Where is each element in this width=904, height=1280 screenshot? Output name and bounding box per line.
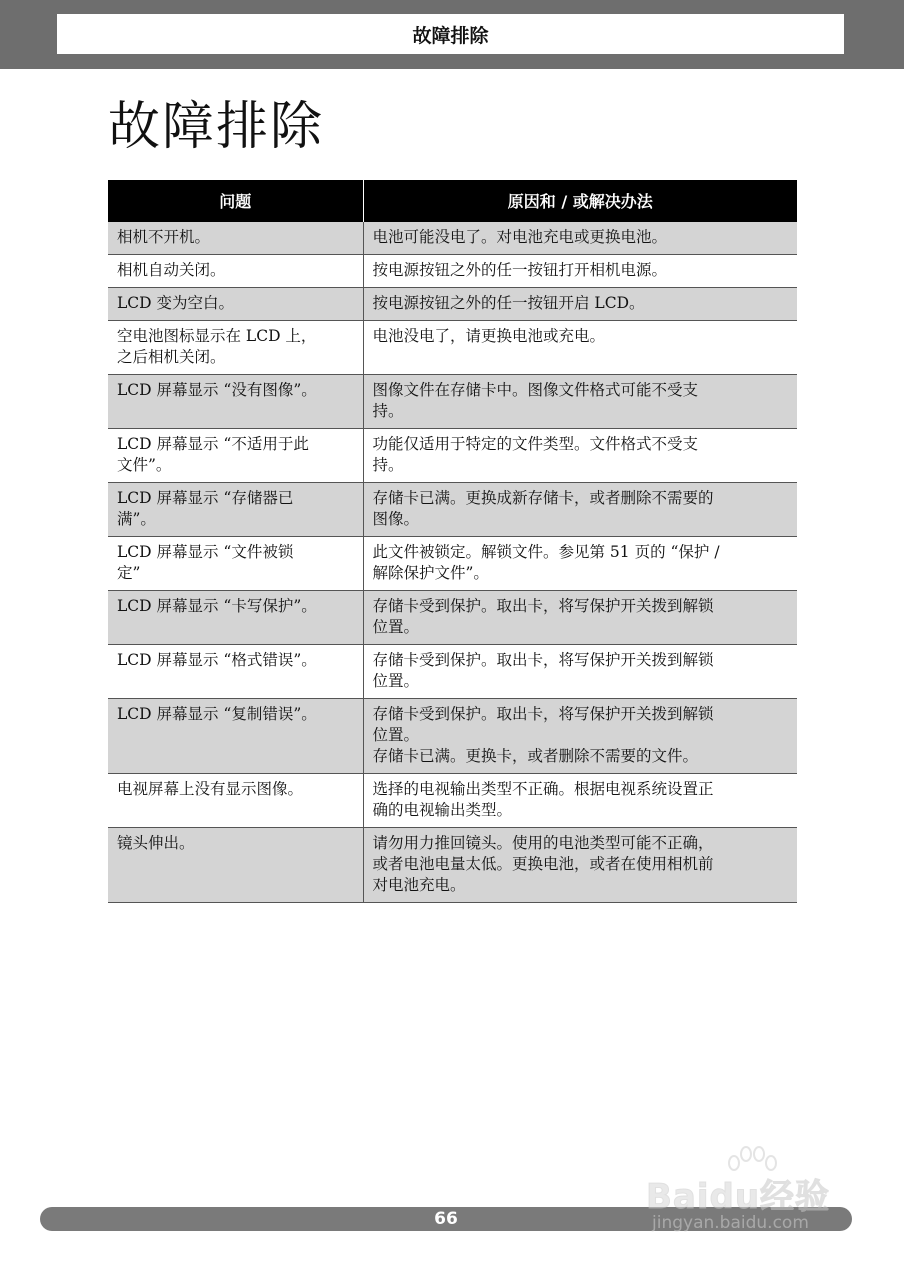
- solution-cell-line: 存储卡受到保护。取出卡，将写保护开关拨到解锁: [372, 597, 714, 615]
- solution-cell-line: 电池没电了，请更换电池或充电。: [372, 327, 606, 345]
- table-row: [108, 537, 797, 591]
- table-row: [108, 288, 797, 321]
- paw-icon: [724, 1145, 780, 1179]
- page-number: 66: [434, 1209, 458, 1229]
- solution-cell: [363, 483, 797, 537]
- problem-cell: [108, 222, 363, 255]
- problem-cell-line: LCD 屏幕显示 “不适用于此: [117, 435, 309, 453]
- problem-cell: [108, 828, 363, 903]
- solution-cell-line: 存储卡受到保护。取出卡，将写保护开关拨到解锁: [372, 651, 714, 669]
- solution-cell-line: 请勿用力推回镜头。使用的电池类型可能不正确，: [372, 834, 714, 852]
- problem-cell: [108, 645, 363, 699]
- problem-cell-line: 之后相机关闭。: [117, 348, 226, 366]
- table-row: [108, 645, 797, 699]
- top-header-band: [0, 0, 904, 69]
- table-row: [108, 483, 797, 537]
- table-header-row: [108, 180, 797, 222]
- problem-cell-line: 镜头伸出。: [117, 834, 195, 852]
- problem-cell: [108, 774, 363, 828]
- problem-cell: [108, 288, 363, 321]
- problem-cell: [108, 591, 363, 645]
- solution-cell-line: 持。: [372, 402, 404, 420]
- problem-cell-line: 定”: [117, 564, 141, 582]
- solution-cell: [363, 537, 797, 591]
- table-row: [108, 699, 797, 774]
- running-header: [57, 14, 844, 54]
- problem-cell-line: LCD 屏幕显示 “存储器已: [117, 489, 294, 507]
- table-row: [108, 321, 797, 375]
- table-row: [108, 828, 797, 903]
- solution-cell-line: 位置。: [372, 672, 420, 690]
- running-header-title: 故障排除: [412, 24, 489, 47]
- solution-cell: [363, 321, 797, 375]
- solution-cell-line: 选择的电视输出类型不正确。根据电视系统设置正: [372, 780, 714, 798]
- problem-cell: [108, 537, 363, 591]
- solution-cell: [363, 429, 797, 483]
- problem-cell-line: 电视屏幕上没有显示图像。: [117, 780, 304, 798]
- solution-cell-line: 持。: [372, 456, 404, 474]
- footer-bar: [40, 1207, 852, 1231]
- solution-cell: [363, 222, 797, 255]
- solution-cell-line: 存储卡受到保护。取出卡，将写保护开关拨到解锁: [372, 705, 714, 723]
- solution-cell-line: 位置。: [372, 726, 420, 744]
- problem-cell: [108, 375, 363, 429]
- problem-cell-line: LCD 屏幕显示 “卡写保护”。: [117, 597, 317, 615]
- solution-cell-line: 功能仅适用于特定的文件类型。文件格式不受支: [372, 435, 699, 453]
- solution-cell-line: 按电源按钮之外的任一按钮开启 LCD。: [372, 294, 645, 312]
- problem-cell-line: 空电池图标显示在 LCD 上，: [117, 327, 317, 345]
- solution-cell-line: 按电源按钮之外的任一按钮打开相机电源。: [372, 261, 668, 279]
- problem-cell: [108, 483, 363, 537]
- watermark-url: jingyan.baidu.com: [652, 1213, 809, 1233]
- problem-cell-line: LCD 屏幕显示 “复制错误”。: [117, 705, 317, 723]
- solution-cell-line: 解除保护文件”。: [372, 564, 489, 582]
- solution-cell-line: 存储卡已满。更换卡，或者删除不需要的文件。: [372, 747, 699, 765]
- solution-cell: [363, 288, 797, 321]
- solution-cell-line: 图像文件在存储卡中。图像文件格式可能不受支: [372, 381, 699, 399]
- solution-cell-line: 图像。: [372, 510, 420, 528]
- problem-cell-line: 相机自动关闭。: [117, 261, 226, 279]
- solution-cell-line: 或者电池电量太低。更换电池，或者在使用相机前: [372, 855, 714, 873]
- problem-cell-line: LCD 屏幕显示 “文件被锁: [117, 543, 294, 561]
- solution-cell-line: 电池可能没电了。对电池充电或更换电池。: [372, 228, 668, 246]
- problem-cell-line: 文件”。: [117, 456, 172, 474]
- solution-cell: [363, 375, 797, 429]
- problem-cell: [108, 699, 363, 774]
- column-header-problem: 问题: [108, 180, 363, 222]
- solution-cell: [363, 774, 797, 828]
- solution-cell-line: 对电池充电。: [372, 876, 466, 894]
- solution-cell-line: 存储卡已满。更换成新存储卡，或者删除不需要的: [372, 489, 714, 507]
- problem-cell: [108, 255, 363, 288]
- watermark-logo-text: Baidu经验: [646, 1177, 831, 1217]
- solution-cell-line: 位置。: [372, 618, 420, 636]
- problem-cell-line: LCD 变为空白。: [117, 294, 235, 312]
- solution-cell: [363, 255, 797, 288]
- problem-cell: [108, 321, 363, 375]
- solution-cell: [363, 591, 797, 645]
- solution-cell-line: 此文件被锁定。解锁文件。参见第 51 页的 “保护 /: [372, 543, 720, 561]
- table-row: [108, 429, 797, 483]
- solution-cell: [363, 828, 797, 903]
- solution-cell: [363, 699, 797, 774]
- problem-cell-line: 满”。: [117, 510, 156, 528]
- problem-cell-line: LCD 屏幕显示 “格式错误”。: [117, 651, 317, 669]
- problem-cell-line: LCD 屏幕显示 “没有图像”。: [117, 381, 317, 399]
- solution-cell: [363, 645, 797, 699]
- table-row: [108, 774, 797, 828]
- table-row: [108, 591, 797, 645]
- table-row: [108, 375, 797, 429]
- troubleshooting-table: [108, 180, 797, 903]
- problem-cell-line: 相机不开机。: [117, 228, 211, 246]
- problem-cell: [108, 429, 363, 483]
- table-row: [108, 222, 797, 255]
- page-title: 故障排除: [108, 97, 325, 157]
- column-header-solution: 原因和 / 或解决办法: [363, 180, 797, 222]
- table-row: [108, 255, 797, 288]
- solution-cell-line: 确的电视输出类型。: [372, 801, 513, 819]
